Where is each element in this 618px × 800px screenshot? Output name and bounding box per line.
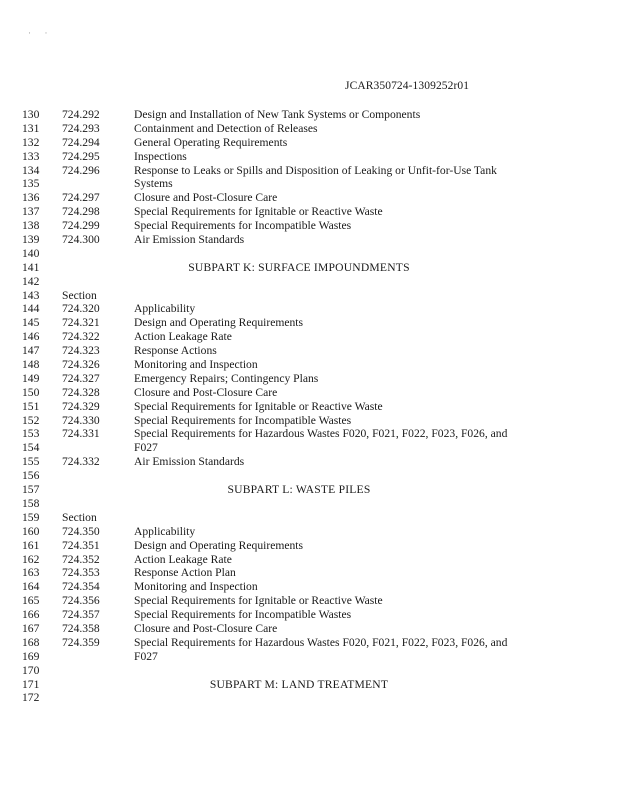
section-number: 724.351 xyxy=(62,538,100,552)
line-number: 164 xyxy=(22,580,40,594)
section-title: Closure and Post-Closure Care xyxy=(134,191,278,205)
section-title: Response Actions xyxy=(134,344,217,358)
toc-line xyxy=(0,122,618,136)
toc-line xyxy=(0,511,618,525)
section-title: F027 xyxy=(134,649,158,663)
section-title: Special Requirements for Ignitable or Reactive Waste xyxy=(134,594,383,608)
line-number: 167 xyxy=(22,621,40,635)
line-number: 159 xyxy=(22,510,40,524)
section-number: 724.295 xyxy=(62,149,100,163)
subpart-heading-line xyxy=(0,483,618,497)
toc-line xyxy=(0,289,618,303)
subpart-heading-line xyxy=(0,678,618,692)
section-column-label: Section xyxy=(62,510,97,524)
section-title: Special Requirements for Incompatible Wastes xyxy=(134,608,352,622)
toc-line xyxy=(0,330,618,344)
toc-line xyxy=(0,150,618,164)
line-number: 152 xyxy=(22,413,40,427)
document-id-header: JCAR350724-1309252r01 xyxy=(345,80,470,92)
section-title: Response to Leaks or Spills and Disposition of Leaking or Unfit-for-Use Tank xyxy=(134,163,497,177)
section-number: 724.298 xyxy=(62,205,100,219)
line-number: 165 xyxy=(22,594,40,608)
line-number: 147 xyxy=(22,344,40,358)
line-number: 157 xyxy=(22,483,40,497)
line-number: 130 xyxy=(22,108,40,121)
line-number: 138 xyxy=(22,219,40,233)
toc-line xyxy=(0,136,618,150)
toc-line xyxy=(0,358,618,372)
section-number: 724.328 xyxy=(62,385,100,399)
section-title: Design and Operating Requirements xyxy=(134,538,304,552)
toc-line xyxy=(0,400,618,414)
section-title: Monitoring and Inspection xyxy=(134,358,258,372)
section-number: 724.352 xyxy=(62,552,100,566)
toc-line xyxy=(0,608,618,622)
section-title: Applicability xyxy=(134,302,196,316)
line-number: 151 xyxy=(22,399,40,413)
section-number: 724.329 xyxy=(62,399,100,413)
section-title: General Operating Requirements xyxy=(134,135,288,149)
section-title: Closure and Post-Closure Care xyxy=(134,621,278,635)
line-number: 145 xyxy=(22,316,40,330)
toc-line xyxy=(0,650,618,664)
section-title: Applicability xyxy=(134,524,196,538)
line-number: 134 xyxy=(22,163,40,177)
toc-line xyxy=(0,427,618,441)
section-title: Action Leakage Rate xyxy=(134,552,232,566)
line-number: 146 xyxy=(22,330,40,344)
toc-line xyxy=(0,497,618,511)
toc-line xyxy=(0,316,618,330)
section-number: 724.331 xyxy=(62,427,100,441)
section-number: 724.332 xyxy=(62,455,100,469)
toc-line xyxy=(0,247,618,261)
section-title: Action Leakage Rate xyxy=(134,330,232,344)
line-number: 162 xyxy=(22,552,40,566)
toc-line xyxy=(0,691,618,705)
toc-line xyxy=(0,455,618,469)
line-number: 169 xyxy=(22,649,40,663)
toc-line xyxy=(0,566,618,580)
section-title: Inspections xyxy=(134,149,187,163)
subpart-heading-line xyxy=(0,261,618,275)
section-number: 724.320 xyxy=(62,302,100,316)
toc-line xyxy=(0,594,618,608)
toc-line xyxy=(0,580,618,594)
section-number: 724.359 xyxy=(62,635,100,649)
scan-speck-mark: · · xyxy=(28,28,48,38)
subpart-heading: SUBPART M: LAND TREATMENT xyxy=(209,677,389,691)
section-number: 724.292 xyxy=(62,108,100,121)
toc-line xyxy=(0,164,618,178)
line-number: 150 xyxy=(22,385,40,399)
section-number: 724.350 xyxy=(62,524,100,538)
line-number: 140 xyxy=(22,246,40,260)
section-number: 724.321 xyxy=(62,316,100,330)
section-number: 724.356 xyxy=(62,594,100,608)
toc-line xyxy=(0,191,618,205)
section-title: Special Requirements for Incompatible Wastes xyxy=(134,219,352,233)
section-title: Design and Installation of New Tank Systems or Components xyxy=(134,108,421,121)
section-number: 724.293 xyxy=(62,121,100,135)
line-number: 141 xyxy=(22,260,40,274)
line-number: 168 xyxy=(22,635,40,649)
line-number: 143 xyxy=(22,288,40,302)
line-number: 160 xyxy=(22,524,40,538)
toc-line xyxy=(0,372,618,386)
toc-line xyxy=(0,664,618,678)
toc-line xyxy=(0,233,618,247)
section-title: Special Requirements for Hazardous Wastes F020, F021, F022, F023, F026, and xyxy=(134,427,508,441)
line-number: 153 xyxy=(22,427,40,441)
section-number: 724.354 xyxy=(62,580,100,594)
section-number: 724.358 xyxy=(62,621,100,635)
section-column-label: Section xyxy=(62,288,97,302)
line-number: 149 xyxy=(22,371,40,385)
toc-line xyxy=(0,553,618,567)
section-number: 724.353 xyxy=(62,566,100,580)
line-number: 144 xyxy=(22,302,40,316)
toc-line xyxy=(0,108,618,122)
subpart-heading: SUBPART K: SURFACE IMPOUNDMENTS xyxy=(188,260,410,274)
section-number: 724.297 xyxy=(62,191,100,205)
line-number: 137 xyxy=(22,205,40,219)
line-number: 132 xyxy=(22,135,40,149)
line-number: 156 xyxy=(22,469,40,483)
section-title: Closure and Post-Closure Care xyxy=(134,385,278,399)
line-number: 135 xyxy=(22,177,40,191)
line-number: 171 xyxy=(22,677,40,691)
section-number: 724.326 xyxy=(62,358,100,372)
toc-line xyxy=(0,539,618,553)
line-number: 136 xyxy=(22,191,40,205)
section-number: 724.357 xyxy=(62,608,100,622)
toc-line xyxy=(0,525,618,539)
section-title: F027 xyxy=(134,441,158,455)
toc-line xyxy=(0,441,618,455)
line-number: 148 xyxy=(22,358,40,372)
line-number: 170 xyxy=(22,663,40,677)
line-number: 133 xyxy=(22,149,40,163)
section-number: 724.296 xyxy=(62,163,100,177)
section-title: Special Requirements for Hazardous Wastes F020, F021, F022, F023, F026, and xyxy=(134,635,508,649)
section-title: Systems xyxy=(134,177,173,191)
section-title: Monitoring and Inspection xyxy=(134,580,258,594)
line-number: 172 xyxy=(22,691,40,705)
section-number: 724.322 xyxy=(62,330,100,344)
section-title: Design and Operating Requirements xyxy=(134,316,304,330)
line-number: 166 xyxy=(22,608,40,622)
section-number: 724.299 xyxy=(62,219,100,233)
toc-line xyxy=(0,622,618,636)
section-number: 724.330 xyxy=(62,413,100,427)
toc-line xyxy=(0,386,618,400)
subpart-heading: SUBPART L: WASTE PILES xyxy=(227,483,371,497)
line-number: 155 xyxy=(22,455,40,469)
section-title: Response Action Plan xyxy=(134,566,236,580)
section-number: 724.323 xyxy=(62,344,100,358)
table-of-contents xyxy=(0,108,618,705)
line-number: 163 xyxy=(22,566,40,580)
toc-line xyxy=(0,414,618,428)
section-title: Special Requirements for Ignitable or Reactive Waste xyxy=(134,399,383,413)
toc-line xyxy=(0,469,618,483)
line-number: 158 xyxy=(22,496,40,510)
line-number: 139 xyxy=(22,233,40,247)
toc-line xyxy=(0,636,618,650)
line-number: 142 xyxy=(22,274,40,288)
section-title: Containment and Detection of Releases xyxy=(134,121,318,135)
toc-line xyxy=(0,219,618,233)
line-number: 131 xyxy=(22,121,40,135)
toc-line xyxy=(0,344,618,358)
section-title: Special Requirements for Incompatible Wastes xyxy=(134,413,352,427)
section-title: Special Requirements for Ignitable or Reactive Waste xyxy=(134,205,383,219)
toc-line xyxy=(0,205,618,219)
line-number: 161 xyxy=(22,538,40,552)
section-title: Air Emission Standards xyxy=(134,455,245,469)
toc-line xyxy=(0,177,618,191)
section-title: Air Emission Standards xyxy=(134,233,245,247)
section-number: 724.300 xyxy=(62,233,100,247)
toc-line xyxy=(0,275,618,289)
section-number: 724.327 xyxy=(62,371,100,385)
toc-line xyxy=(0,302,618,316)
line-number: 154 xyxy=(22,441,40,455)
section-number: 724.294 xyxy=(62,135,100,149)
section-title: Emergency Repairs; Contingency Plans xyxy=(134,371,319,385)
